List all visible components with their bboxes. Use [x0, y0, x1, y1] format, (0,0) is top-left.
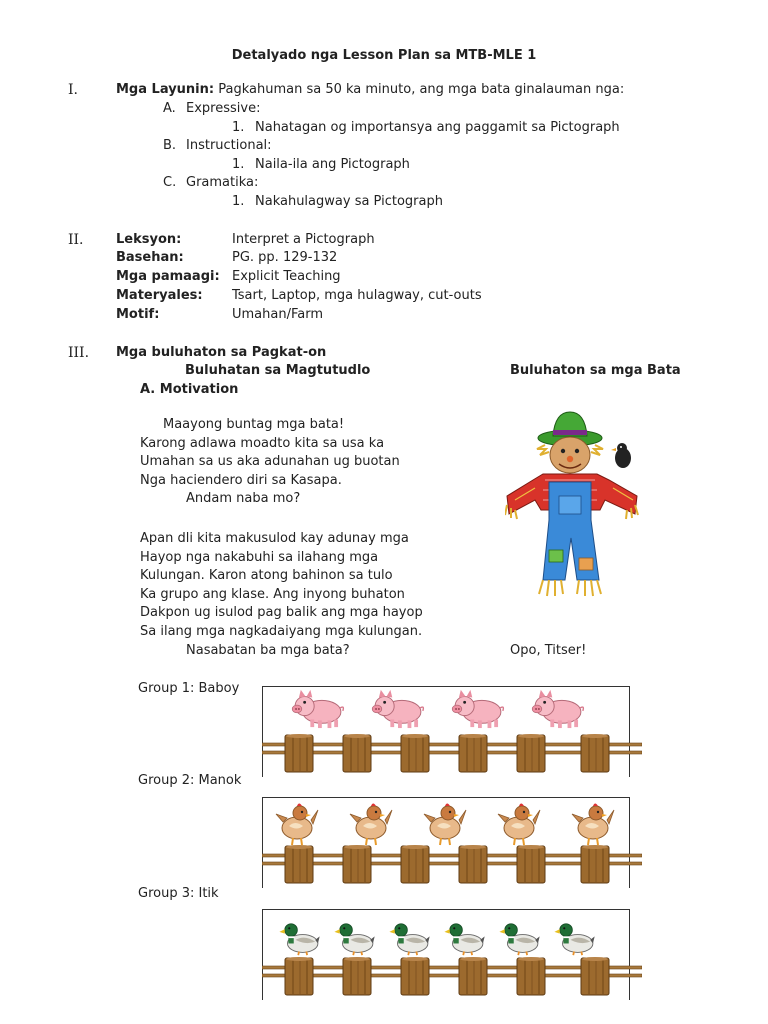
pig-icon: [291, 687, 345, 729]
scarecrow-illustration: [505, 410, 655, 600]
page-title: Detalyado nga Lesson Plan sa MTB-MLE 1: [231, 48, 537, 63]
objectives-label: Mga Layunin:: [116, 82, 215, 97]
method-value: Explicit Teaching: [232, 269, 341, 284]
motivation-heading: A. Motivation: [140, 382, 239, 397]
pen-group-1: [262, 686, 630, 777]
verse-line: Ka grupo ang klase. Ang inyong buhaton: [140, 586, 405, 602]
duck-icon: [554, 922, 596, 956]
duck-icon: [334, 922, 376, 956]
verse-line: Kulungan. Karon atong bahinon sa tulo: [140, 568, 393, 584]
section1-numeral: I.: [68, 82, 78, 98]
duck-icon: [444, 922, 486, 956]
lesson-value: Interpret a Pictograph: [232, 232, 375, 247]
fence-post: [285, 957, 313, 995]
objective-b-num: 1.: [232, 157, 245, 172]
verse-line: Andam naba mo?: [186, 491, 301, 507]
fence: [262, 731, 642, 775]
fence-post: [401, 957, 429, 995]
objective-a-num: 1.: [232, 120, 245, 135]
teacher-column-heading: Buluhatan sa Magtutudlo: [185, 363, 371, 378]
fence-post: [401, 734, 429, 772]
objective-c-num: 1.: [232, 194, 245, 209]
objective-c-letter: C.: [163, 175, 177, 190]
materials-value: Tsart, Laptop, mga hulagway, cut-outs: [232, 288, 482, 303]
objectives-line: [116, 82, 624, 97]
verse-line: Sa ilang mga nagkadaiyang mga kulungan.: [140, 623, 423, 639]
objective-a-letter: A.: [163, 101, 176, 116]
fence-post: [459, 957, 487, 995]
objective-b-text: Naila-ila ang Pictograph: [255, 157, 410, 172]
objective-c-name: Gramatika:: [186, 175, 259, 190]
fence-post: [285, 845, 313, 883]
lesson-label: Leksyon:: [116, 232, 182, 247]
verse-greeting: [140, 416, 400, 509]
duck-icon: [279, 922, 321, 956]
objective-a-text: Nahatagan og importansya ang paggamit sa Pictograph: [255, 120, 620, 135]
chicken-icon: [349, 800, 393, 846]
pig-icon: [371, 687, 425, 729]
verse-line: Apan dli kita makusulod kay adunay mga: [140, 531, 409, 546]
objective-a-name: Expressive:: [186, 101, 261, 116]
section2-numeral: II.: [68, 232, 84, 248]
verse-line: Umahan sa us aka adunahan ug buotan: [140, 454, 400, 470]
verse-instructions: [140, 530, 423, 660]
fence-post: [517, 845, 545, 883]
objective-c-text: Nakahulagway sa Pictograph: [255, 194, 443, 209]
fence-post: [517, 957, 545, 995]
verse-line: Dakpon ug isulod pag balik ang mga hayop: [140, 605, 423, 621]
fence-post: [343, 734, 371, 772]
duck-icon: [389, 922, 431, 956]
chicken-icon: [497, 800, 541, 846]
fence-post: [581, 957, 609, 995]
reference-value: PG. pp. 129-132: [232, 250, 338, 265]
verse-line: Karong adlawa moadto kita sa usa ka: [140, 435, 385, 451]
fence-post: [459, 734, 487, 772]
verse-line: Nasabatan ba mga bata?: [186, 642, 350, 658]
objectives-intro: Pagkahuman sa 50 ka minuto, ang mga bata ginalauman nga:: [218, 82, 625, 97]
materials-label: Materyales:: [116, 288, 203, 303]
students-column-heading: Buluhaton sa mga Bata: [510, 363, 681, 378]
motif-value: Umahan/Farm: [232, 307, 323, 322]
chicken-icon: [423, 800, 467, 846]
group-2-label: Group 2: Manok: [138, 773, 242, 788]
pig-icon: [531, 687, 585, 729]
verse-line: Hayop nga nakabuhi sa ilahang mga: [140, 549, 379, 565]
fence-post: [459, 845, 487, 883]
verse-line: Maayong buntag mga bata!: [163, 417, 345, 432]
fence-post: [581, 734, 609, 772]
chicken-icon: [275, 800, 319, 846]
group-3-label: Group 3: Itik: [138, 886, 219, 901]
motif-label: Motif:: [116, 307, 160, 322]
fence-post: [401, 845, 429, 883]
pig-icon: [451, 687, 505, 729]
reference-label: Basehan:: [116, 250, 184, 265]
objective-b-name: Instructional:: [186, 138, 272, 153]
activities-heading: Mga buluhaton sa Pagkat-on: [116, 345, 327, 360]
chicken-icon: [571, 800, 615, 846]
group-1-label: Group 1: Baboy: [138, 681, 240, 696]
duck-icon: [499, 922, 541, 956]
pen-group-2: [262, 797, 630, 888]
fence-post: [517, 734, 545, 772]
section3-numeral: III.: [68, 345, 90, 361]
fence: [262, 842, 642, 886]
fence-post: [285, 734, 313, 772]
verse-line: Nga haciendero diri sa Kasapa.: [140, 472, 342, 488]
fence: [262, 954, 642, 998]
pen-group-3: [262, 909, 630, 1000]
student-response: Opo, Titser!: [510, 643, 587, 658]
fence-post: [581, 845, 609, 883]
method-label: Mga pamaagi:: [116, 269, 220, 284]
objective-b-letter: B.: [163, 138, 177, 153]
fence-post: [343, 845, 371, 883]
fence-post: [343, 957, 371, 995]
